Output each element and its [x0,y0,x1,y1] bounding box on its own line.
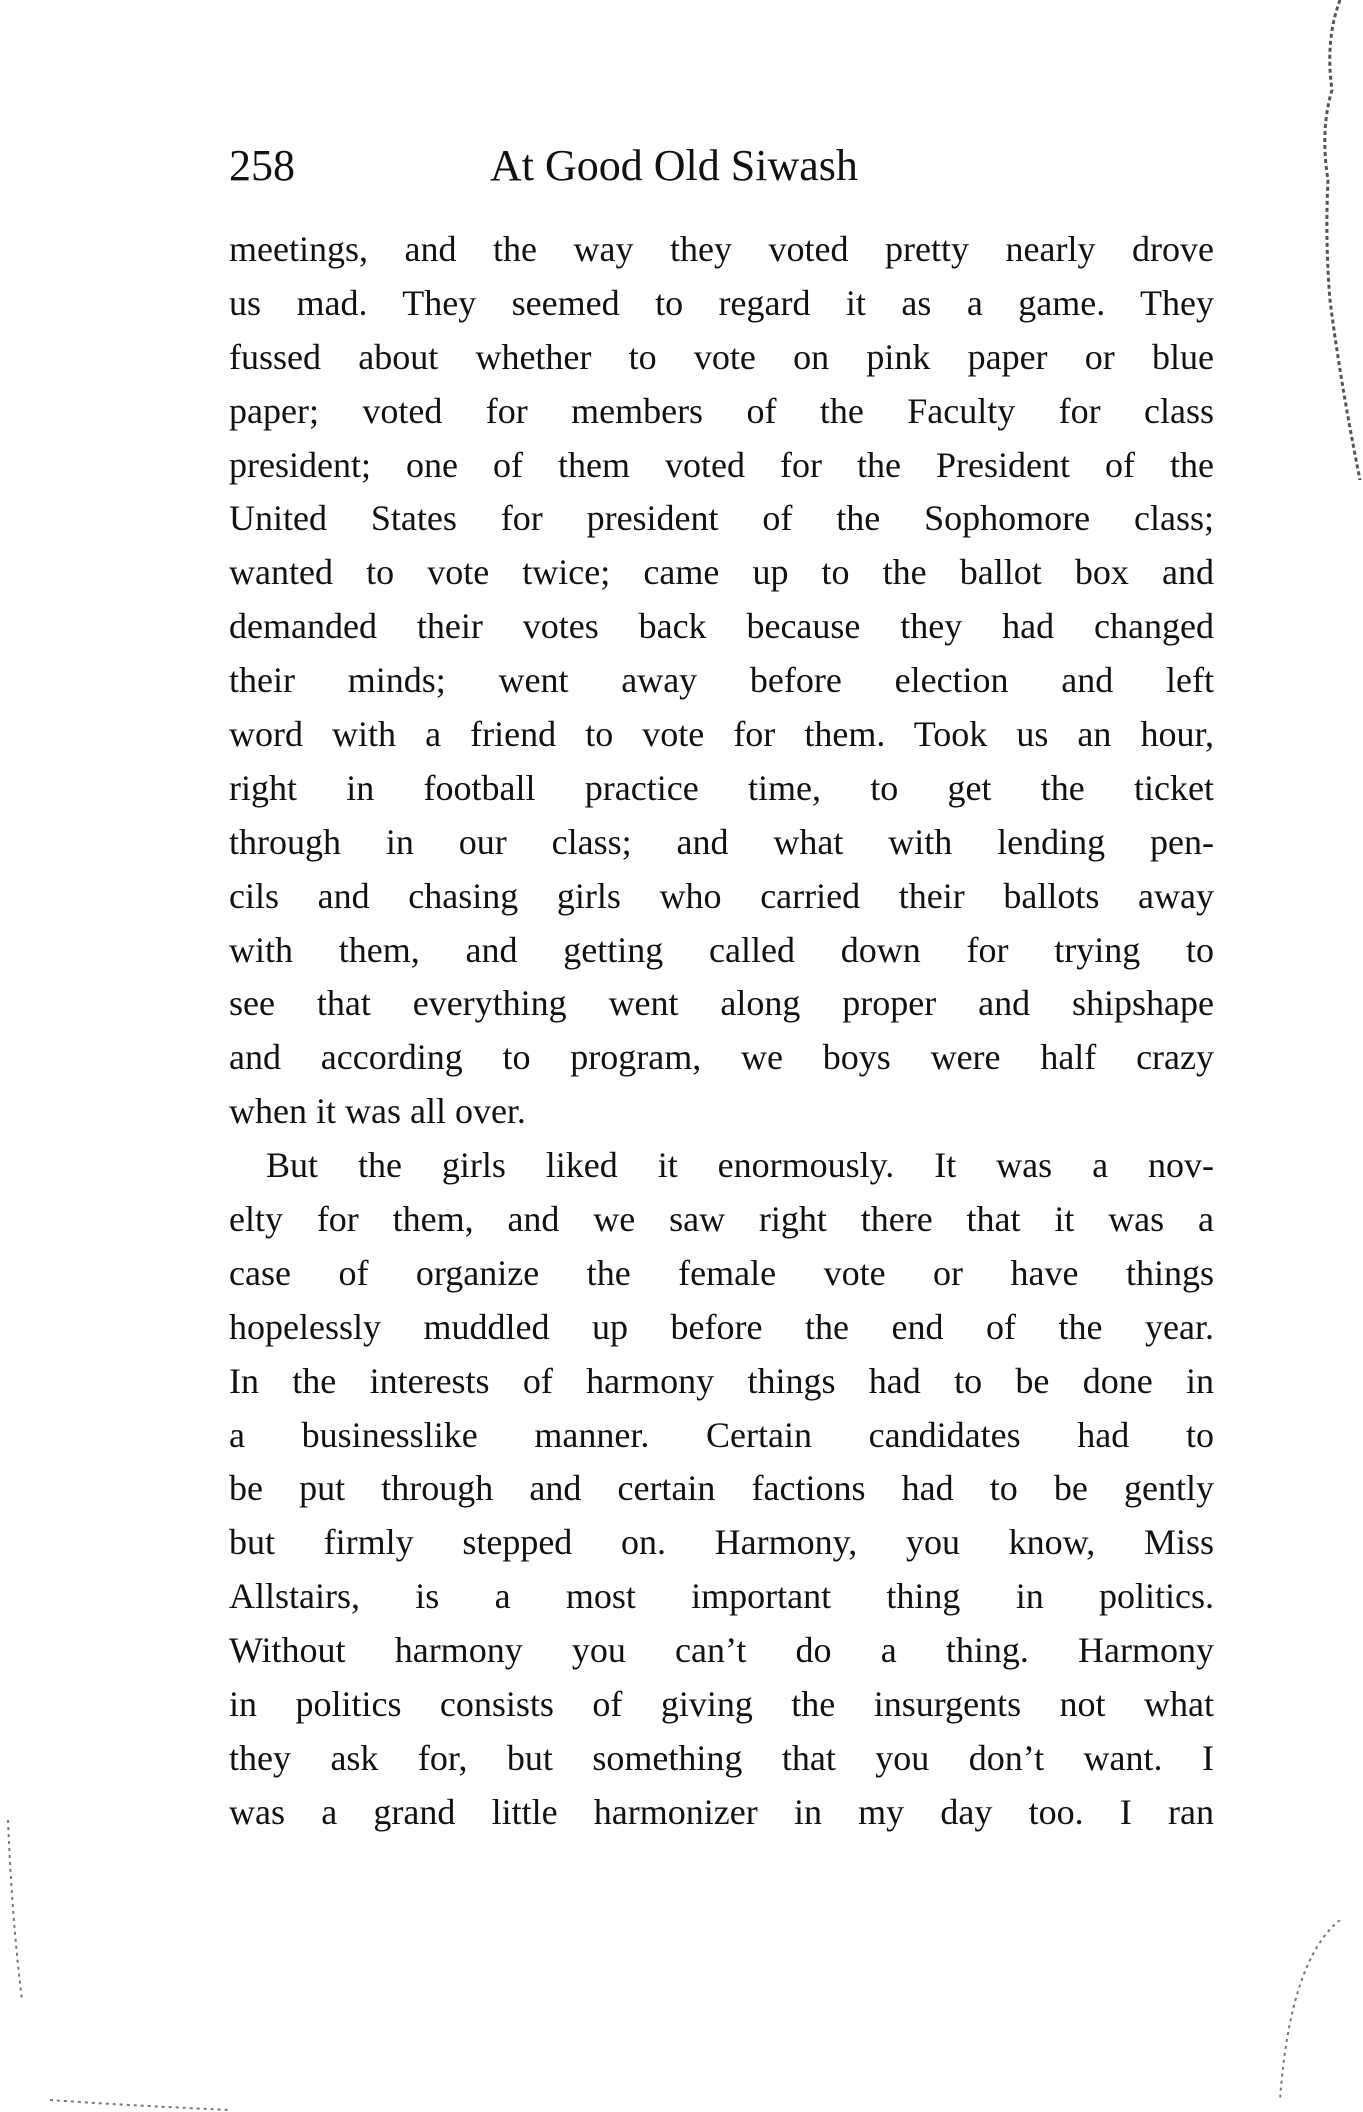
text-line: demanded their votes back because they had changed [229,606,1214,647]
text-line: when it was all over. [229,1091,526,1132]
text-line: was a grand little harmonizer in my day too. I ran [229,1791,1214,1832]
text-line: cils and chasing girls who carried their ballots away [229,875,1214,916]
text-line: word with a friend to vote for them. Took us an hour, [229,714,1214,755]
scan-edge-mark [0,1800,260,2112]
text-line: Without harmony you can’t do a thing. Harmony [229,1630,1214,1671]
text-line: president; one of them voted for the President of the [229,444,1214,485]
text-line: a businesslike manner. Certain candidates had to [229,1414,1214,1455]
text-line: see that everything went along proper and shipshape [229,983,1214,1024]
text-line: case of organize the female vote or have things [229,1252,1214,1293]
text-line: meetings, and the way they voted pretty nearly drove [229,229,1214,269]
page-body [229,223,1214,1840]
text-line: and according to program, we boys were half crazy [229,1037,1214,1078]
text-line: their minds; went away before election and left [229,660,1214,701]
page-number: 258 [229,141,295,190]
text-line: hopelessly muddled up before the end of the year. [229,1306,1214,1347]
text-line: us mad. They seemed to regard it as a game. They [229,282,1214,323]
text-line: but firmly stepped on. Harmony, you know, Miss [229,1522,1214,1563]
text-line: Allstairs, is a most important thing in politics. [229,1576,1214,1617]
text-line: In the interests of harmony things had to be done in [229,1360,1214,1401]
text-line: wanted to vote twice; came up to the ballot box and [229,552,1214,593]
torn-edge-mark [1270,0,1363,520]
text-line: they ask for, but something that you don’t want. I [229,1737,1214,1778]
running-title: At Good Old Siwash [490,141,858,190]
text-line: right in football practice time, to get the ticket [229,767,1214,808]
text-line: be put through and certain factions had to be gently [229,1468,1214,1509]
text-line: elty for them, and we saw right there that it was a [229,1199,1214,1240]
text-line: But the girls liked it enormously. It was a nov- [266,1145,1214,1186]
text-line: paper; voted for members of the Faculty for class [229,390,1214,431]
scan-edge-mark [1250,1920,1363,2110]
text-line: through in our class; and what with lending pen- [229,821,1214,862]
text-line: with them, and getting called down for trying to [229,929,1214,970]
text-line: fussed about whether to vote on pink paper or blue [229,336,1214,377]
text-line: in politics consists of giving the insurgents not what [229,1684,1214,1725]
text-line: United States for president of the Sophomore class; [229,498,1214,539]
